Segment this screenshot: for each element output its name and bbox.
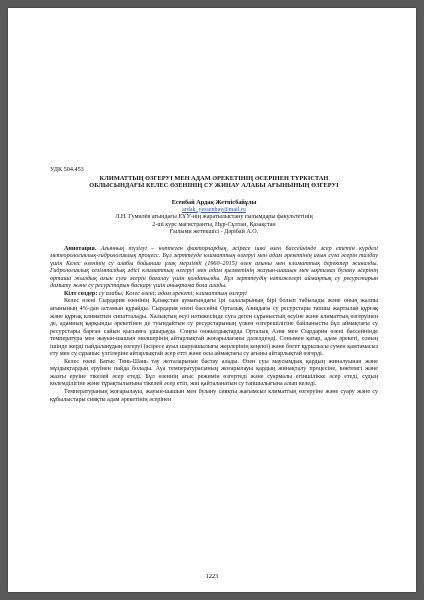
title-line-1: КЛИМАТТЫҢ ӨЗГЕРУІ МЕН АДАМ ӘРЕКЕТІНІҢ ӘСЕРІНЕН ТҮРКІСТАН <box>99 174 329 182</box>
title-line-2: ОБЛЫСЫНДАҒЫ КЕЛЕС ӨЗЕНІНІҢ СУ ЖИНАУ АЛАБЫ АҒЫНЫНЫҢ ӨЗГЕРУІ <box>89 181 339 189</box>
abstract-section <box>50 246 378 299</box>
document-page <box>8 8 416 592</box>
article-title <box>50 175 378 190</box>
udc-code: УДК 504.453 <box>50 166 84 173</box>
keywords-text: су алабы; Келес өзені; адам әрекеті; климаттың өзгеруі <box>98 290 247 297</box>
abstract-label: Аннотация. <box>64 245 97 252</box>
author-email-link[interactable]: ardak_yessenbay@mail.ru <box>182 206 246 213</box>
author-name: Есенбай Ардақ Жетпісбайұлы <box>171 199 257 207</box>
author-affiliation-2: 2-ші курс магистранты, Нұр-Сұлтан, Қазақстан <box>152 221 276 228</box>
keywords-label: Кілт сөздер: <box>64 290 98 297</box>
article-content <box>50 166 378 404</box>
abstract-text: Ағынның түзілуі – көптеген факторлардың, әсіресе ішкі өзен бассейнінде әсер ететін күрделі метеорологиялық-гидрологиялық процесс. Бұл зерттеуде климаттың өзгеруі мен адам әрекетінің ағын суға әсерін талдау үшін Келес өзенінің су алабы бойынша ұзақ мерзімді (1960–2015) өзен ағыны мен климаттық деректер жиналды. Гидрологиялық сезімталдық әдісі климаттың өзгеруі мен адам қызметінің жауын-шашын мен ықтимал булану әсерінің орташа жылдық ағын суға әсерін бағалау үшін қолданылды. Бұл зерттеудің нәтижелері аймақтық су ресурстарын дамыту және су ресурстарын басқару үшін анықтама бола алады. <box>50 245 379 290</box>
author-affiliation-1: Л.Н. Гумилёв атындағы ЕҰУ-нің жаратылыстану ғылымдары факультетінің <box>115 214 313 221</box>
abstract-paragraph <box>50 246 378 291</box>
page-number: 1223 <box>205 573 219 580</box>
body-paragraph-2: Келес өзені Батыс Тянь-Шань тау жоталарынан бастау алады. Өзен суы маусымдық қардың жиналуынан және мұздықтардың еруінен пайда болады. Ауа температурасының жоғарылауы қардың жинақталу процесіне, көктемгі және жазғы еруіне тікелей әсер етеді. Бұл өзеннің ағыс режимін өзгертеді және суармалы егіншілікке әсер етеді, судың көлемділігіне және тұрақтылығына тікелей әсер етіп, жиі қайталанатын су тапшылығына алып келеді. <box>50 358 378 388</box>
body-paragraph-1: Келес өзені Сырдария өзенінің Қазақстан аумағындағы ірі салаларының бірі болып табылады және оның жалпы ағынының 4%-дан астамын құрайды. Сырдария өзені бассейні Орталық Азиядағы су ресурстары тапшы жартылай құрғақ және құрғақ климатпен сипатталады. Халықтың өсуі нәтижесінде суға деген сұраныстың өсуіне және климаттың өзгеруінен де, адамның қарқынды әрекетінен де туындайтын су ресурстарының үлкен өзгерешілігіне байланысты бұл аймақтағы су ресурстары барған сайын қысымға ұшырауда. Соңғы онжылдықтарда Орталық Азия мен Сырдария өзені бассейнінде температура мен жауын-шашын мөлшерінің айтарлықтай жоғарылағаны дәлелденді. Сонымен қатар, адам әрекеті, соның ішінде жерді пайдаланудың өзгеруі (әсіресе ауыл шаруашылығы жерлерінің кеңеюі) және бөгет құрылысы сумен қамтамасыз ету мен су сұраныс үлгілеріне айтарлықтай әсер етті және осы аймақтағы су ағыны айтарлықтай өзгерді. <box>50 298 378 358</box>
supervisor: Ғылыми жетекшісі - Дәрібай А.О. <box>169 229 259 236</box>
body-paragraph-3: Температураның жоғарылауы, жауын-шашын мен булану сияқты жағымсыз климаттың өзгеруіне және суару және су құбылыстары сияқты адам әрекетінің әсерінен <box>50 389 378 403</box>
